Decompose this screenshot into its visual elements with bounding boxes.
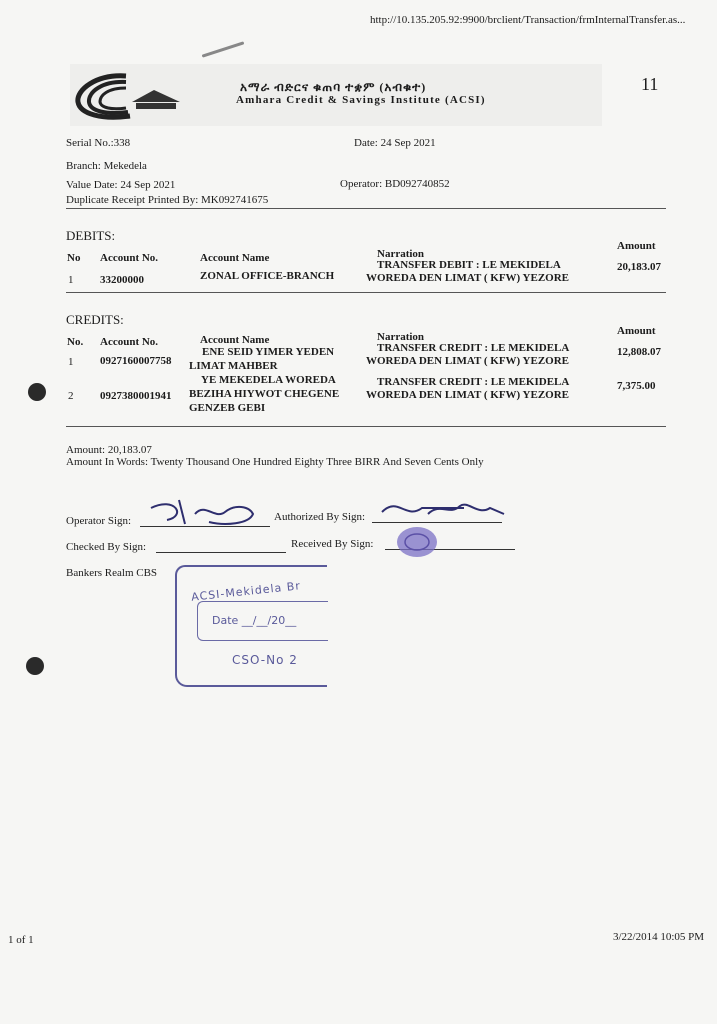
authorized-sign-label: Authorized By Sign: bbox=[274, 511, 366, 523]
duplicate-printed-by: Duplicate Receipt Printed By: MK092741675 bbox=[66, 194, 269, 206]
row-narration-line2: WOREDA DEN LIMAT ( KFW) YEZORE bbox=[366, 355, 570, 367]
divider bbox=[66, 426, 666, 427]
divider bbox=[66, 208, 666, 209]
debits-col-narration: Narration bbox=[377, 248, 425, 260]
credits-col-no: No. bbox=[67, 336, 84, 348]
punch-hole bbox=[26, 657, 44, 675]
stamp-date-box bbox=[197, 601, 328, 641]
page-count: 1 of 1 bbox=[8, 934, 34, 946]
credits-col-account-name: Account Name bbox=[200, 334, 270, 346]
checked-sign-label: Checked By Sign: bbox=[66, 541, 147, 553]
row-narration-line2: WOREDA DEN LIMAT ( KFW) YEZORE bbox=[366, 272, 570, 284]
credits-col-account-no: Account No. bbox=[100, 336, 159, 348]
row-no: 2 bbox=[68, 390, 74, 402]
row-amount: 7,375.00 bbox=[617, 380, 656, 392]
branch-stamp bbox=[175, 565, 327, 687]
row-no: 1 bbox=[68, 356, 74, 368]
branch: Branch: Mekedela bbox=[66, 160, 147, 172]
amount-in-words: Amount In Words: Twenty Thousand One Hundred Eighty Three BIRR And Seven Cents Only bbox=[66, 456, 484, 468]
debits-col-amount: Amount bbox=[617, 240, 656, 252]
row-account-name-line1: ENE SEID YIMER YEDEN bbox=[202, 346, 335, 358]
row-narration-line1: TRANSFER CREDIT : LE MEKIDELA bbox=[377, 342, 570, 354]
row-account-no: 0927380001941 bbox=[100, 390, 172, 402]
print-url: http://10.135.205.92:9900/brclient/Transaction/frmInternalTransfer.as... bbox=[370, 14, 686, 26]
system-name: Bankers Realm CBS bbox=[66, 567, 158, 579]
operator-sign-label: Operator Sign: bbox=[66, 515, 132, 527]
authorized-signature bbox=[378, 494, 508, 524]
credits-title: CREDITS: bbox=[66, 312, 124, 327]
credits-col-narration: Narration bbox=[377, 331, 425, 343]
institute-name-amharic: አማራ ብድርና ቁጠባ ተቋም (አብቁተ) bbox=[240, 80, 427, 94]
operator-signature bbox=[145, 490, 260, 530]
printed-timestamp: 3/22/2014 10:05 PM bbox=[613, 931, 705, 943]
row-narration-line1: TRANSFER CREDIT : LE MEKIDELA bbox=[377, 376, 570, 388]
serial-number: Serial No.:338 bbox=[66, 137, 131, 149]
row-amount: 20,183.07 bbox=[617, 261, 661, 273]
row-narration-line2: WOREDA DEN LIMAT ( KFW) YEZORE bbox=[366, 389, 570, 401]
stamp-cso-number: CSO-No 2 bbox=[232, 653, 298, 667]
row-account-name-line2: BEZIHA HIYWOT CHEGENE bbox=[189, 388, 340, 400]
stamp-branch-text: ACSI-Mekidela Br bbox=[190, 579, 302, 604]
checked-sign-line bbox=[156, 552, 286, 553]
row-account-name-line2: LIMAT MAHBER bbox=[189, 360, 278, 372]
punch-hole bbox=[28, 383, 46, 401]
row-account-name: ZONAL OFFICE-BRANCH bbox=[200, 270, 335, 282]
received-sign-label: Received By Sign: bbox=[291, 538, 374, 550]
debits-col-account-no: Account No. bbox=[100, 252, 159, 264]
acsi-logo bbox=[72, 68, 187, 124]
receipt-date: Date: 24 Sep 2021 bbox=[354, 137, 436, 149]
row-account-name-line3: GENZEB GEBI bbox=[189, 402, 266, 414]
value-date: Value Date: 24 Sep 2021 bbox=[66, 179, 176, 191]
staple-mark bbox=[202, 41, 245, 57]
debits-col-account-name: Account Name bbox=[200, 252, 270, 264]
row-account-no: 0927160007758 bbox=[100, 355, 172, 367]
row-no: 1 bbox=[68, 274, 74, 286]
stamp-date: Date __/__/20__ bbox=[212, 614, 297, 627]
thumbprint bbox=[396, 524, 440, 560]
credits-col-amount: Amount bbox=[617, 325, 656, 337]
debits-title: DEBITS: bbox=[66, 228, 116, 243]
handwritten-page-mark: 11 bbox=[641, 74, 659, 94]
total-amount: Amount: 20,183.07 bbox=[66, 444, 152, 456]
operator-id: Operator: BD092740852 bbox=[340, 178, 450, 190]
divider bbox=[66, 292, 666, 293]
debits-col-no: No bbox=[67, 252, 81, 264]
row-account-name-line1: YE MEKEDELA WOREDA bbox=[201, 374, 336, 386]
row-narration-line1: TRANSFER DEBIT : LE MEKIDELA bbox=[377, 259, 561, 271]
row-amount: 12,808.07 bbox=[617, 346, 661, 358]
institute-name-english: Amhara Credit & Savings Institute (ACSI) bbox=[236, 94, 486, 106]
row-account-no: 33200000 bbox=[100, 274, 144, 286]
